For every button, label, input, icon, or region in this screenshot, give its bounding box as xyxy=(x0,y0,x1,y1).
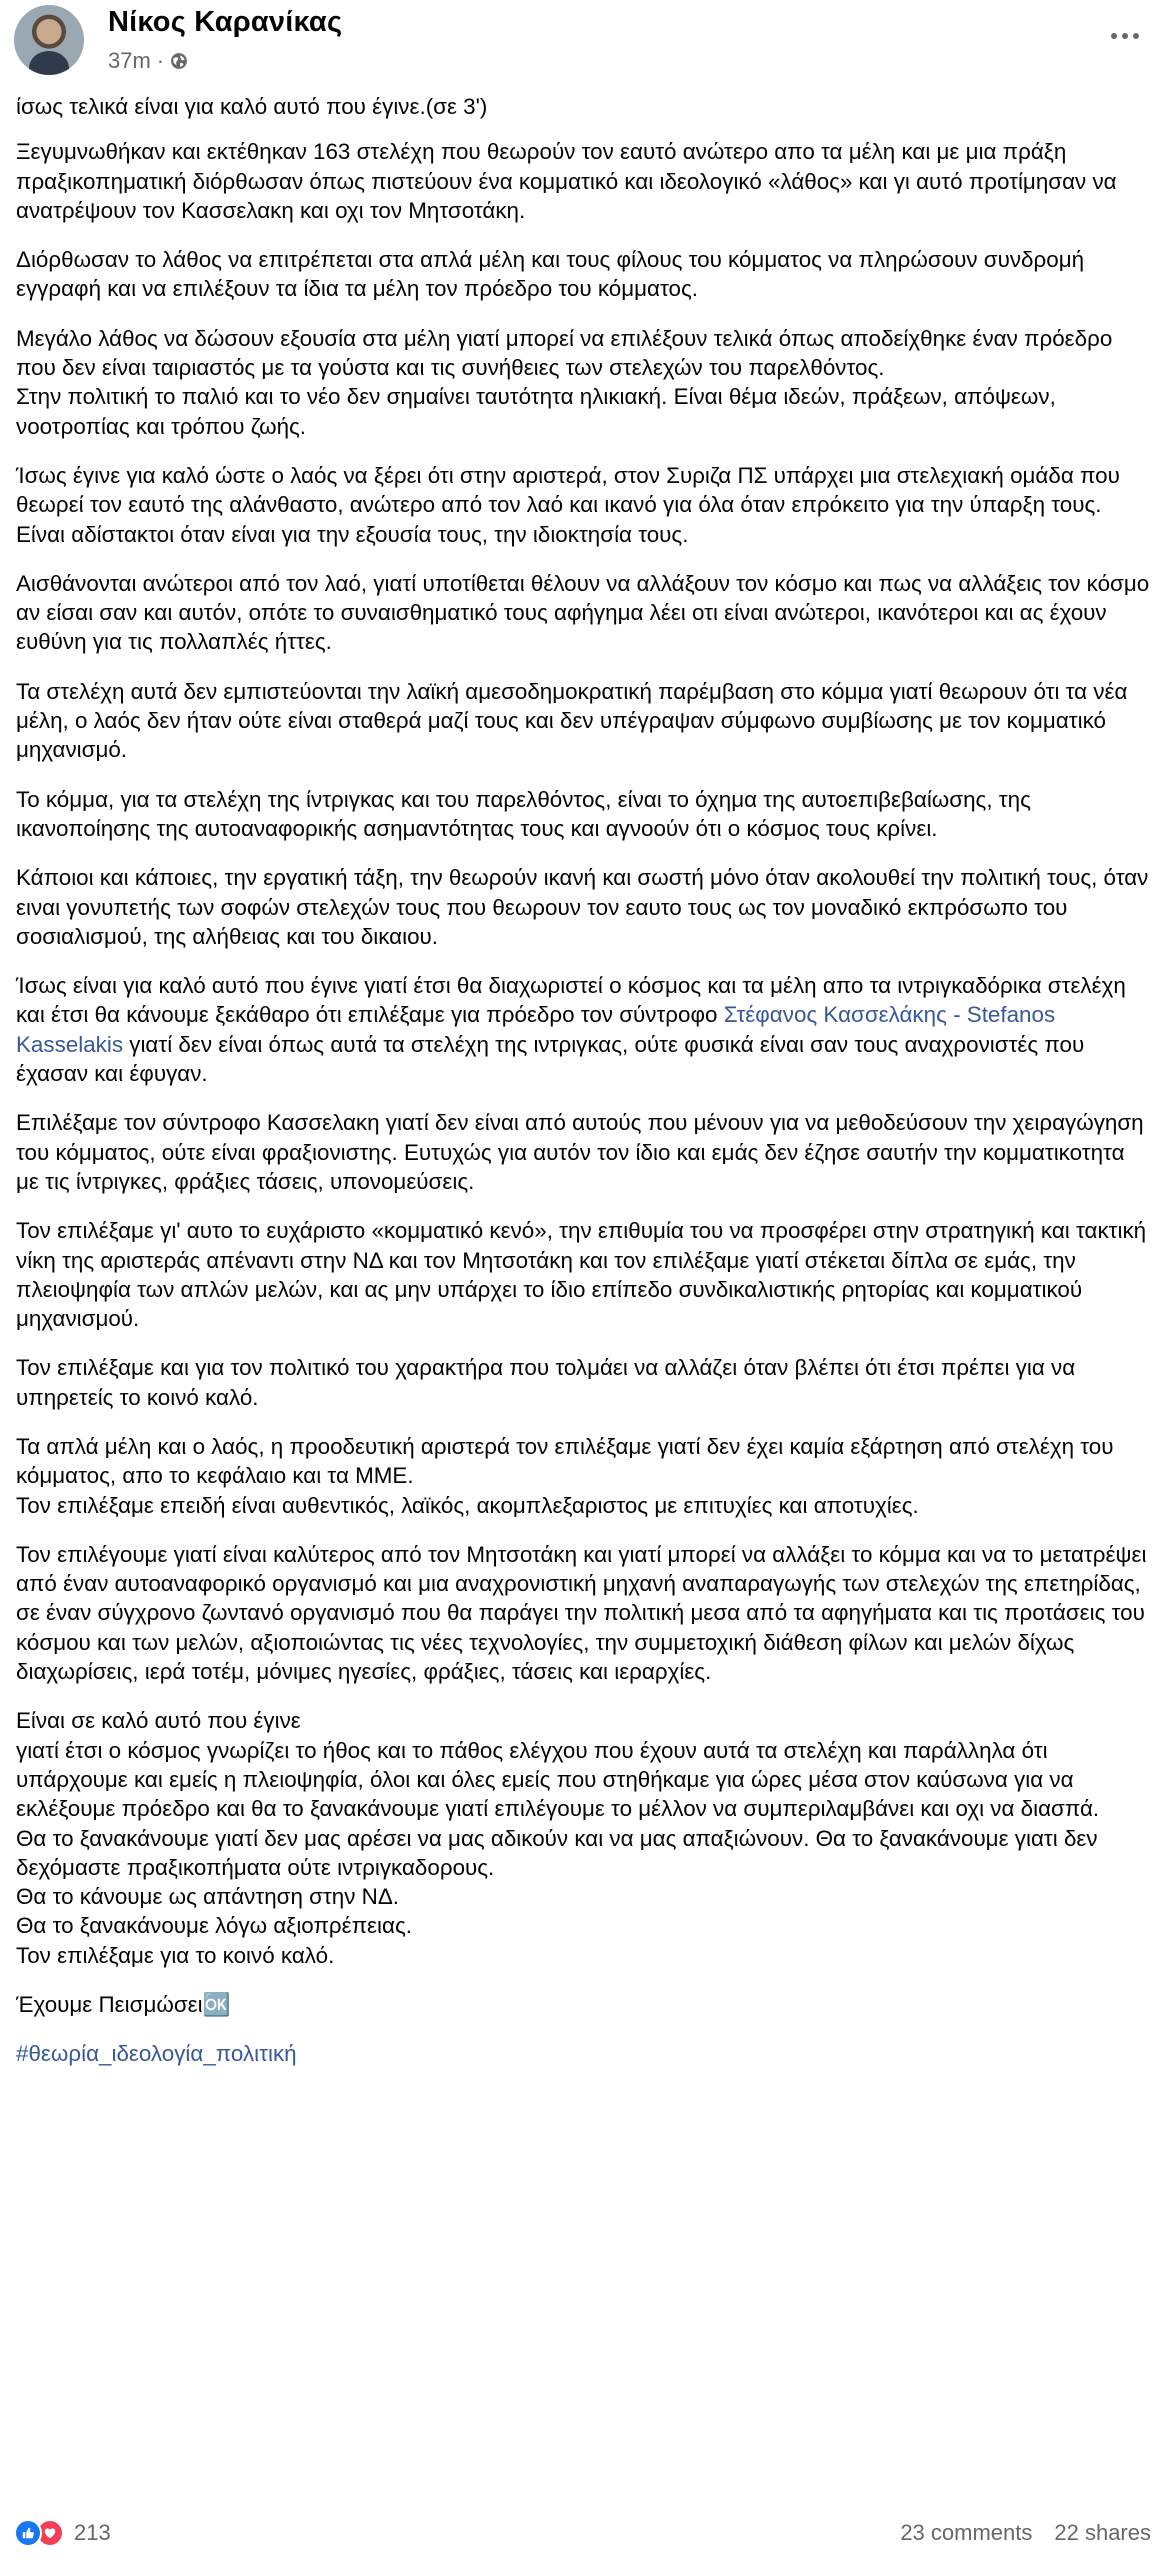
paragraph-text: γιατί δεν είναι όπως αυτά τα στελέχη της ιντριγκας, ούτε φυσικά είναι σαν τους αναχρονιστές που έχασαν και έφυγαν. xyxy=(16,1031,1085,1087)
reaction-count: 213 xyxy=(74,2520,111,2545)
post-header xyxy=(14,0,1151,92)
post-paragraph: Κάποιοι και κάποιες, την εργατική τάξη, την θεωρούν ικανή και σωστή μόνο όταν ακολουθεί την πολιτική τους, όταν ειναι γονυπετής των σοφών στελεχών τους που θεωρουν τον εαυτο τους ως τον μοναδικό εκπρόσωπο του σοσιαλισμού, της αλήθειας και του δικαιου. xyxy=(16,865,1149,949)
reactions-summary[interactable] xyxy=(14,2519,111,2547)
post-paragraph: Ξεγυμνωθήκαν και εκτέθηκαν 163 στελέχη που θεωρούν τον εαυτό ανώτερο απο τα μέλη και με μια πράξη πραξικοπηματική διόρθωσαν όπως πιστεύουν ένα κομματικό και ιδεολογικό «λάθος» και γι αυτό προτίμησαν να ανατρέψουν τον Κασσελακη και οχι τον Μητσοτάκη. xyxy=(16,139,1117,223)
post-meta: 37m · xyxy=(108,48,188,74)
post-paragraph: Ίσως έγινε για καλό ώστε ο λαός να ξέρει ότι στην αριστερά, στον Συριζα ΠΣ υπάρχει μια στελεχιακή ομάδα που θεωρεί τον εαυτό της αλάνθαστο, ανώτερο από τον λαό και ικανό για όλα όταν επρόκειτο για την ύπαρξη τους. Είναι αδίστακτοι όταν είναι για την εξουσία τους, την ιδιοκτησία τους. xyxy=(16,462,1120,547)
post-paragraph: Αισθάνονται ανώτεροι από τον λαό, γιατί υποτίθεται θέλουν να αλλάξουν τον κόσμο και πως να αλλάξεις τον κόσμο αν είσαι σαν και αυτόν, οπότε το συναισθηματικό τους αφήγημα λέει οτι είναι ανώτεροι, ικανότεροι και ας έχουν ευθύνη για τις πολλαπλές ήττες. xyxy=(16,570,1150,655)
post-time[interactable]: 37m xyxy=(108,48,151,73)
avatar[interactable] xyxy=(14,5,84,75)
post-paragraph: Το κόμμα, για τα στελέχη της ίντριγκας και του παρελθόντος, είναι το όχημα της αυτοεπιβεβαίωσης, της ικανοποίησης της αυτοαναφορικής ασημαντότητας τους και αγνοούν ότι ο κόσμος τους κρίνει. xyxy=(16,786,1031,841)
profile-link[interactable]: Στέφανος Κασσελάκης - Stefanos Kasselakis xyxy=(16,1002,1056,1057)
hashtag-link[interactable]: #θεωρία_ιδεολογία_πολιτική xyxy=(16,2041,297,2067)
post-paragraph: Διόρθωσαν το λάθος να επιτρέπεται στα απλά μέλη και τους φίλους του κόμματος να πληρώσουν συνδρομή εγγραφή και να επιλέξουν τα ίδια τα μέλη τον πρόεδρο του κόμματος. xyxy=(16,247,1085,302)
post-paragraph-with-link xyxy=(16,971,1151,1088)
paragraph-text: Ίσως είναι για καλό αυτό που έγινε γιατί έτσι θα διαχωριστεί ο κόσμος και τα μέλη απο τα ιντριγκαδόρικα στελέχη και έτσι θα κάνουμε ξεκάθαρο ότι επιλέξαμε για πρόεδρο τον σύντροφο xyxy=(16,973,1126,1028)
like-icon xyxy=(14,2519,42,2547)
post-body xyxy=(14,92,1151,2068)
globe-icon xyxy=(170,52,188,70)
post-paragraph: Επιλέξαμε τον σύντροφο Κασσελακη γιατί δεν είναι από αυτούς που μένουν για να μεθοδεύσουν την χειραγώγηση του κόμματος, ούτε είναι φραξιονιστης. Ευτυχώς για αυτόν τον ίδιο και εμάς δεν έζησε σαυτήν την κομματικοτητα με τις ίντριγκες, φράξιες τάσεις, υπονομεύσεις. xyxy=(16,1110,1144,1194)
more-options-icon[interactable] xyxy=(1105,16,1145,56)
post-paragraph: Τα απλά μέλη και ο λαός, η προοδευτική αριστερά τον επιλέξαμε γιατί δεν έχει καμία εξάρτηση από στελέχη του κόμματος, απο το κεφάλαιο και τα ΜΜΕ. Τον επιλέξαμε επειδή είναι αυθεντικός, λαϊκός, ακομπλεξαριστος με επιτυχίες και αποτυχίες. xyxy=(16,1433,1114,1518)
comments-count-link[interactable]: 23 comments xyxy=(900,2520,1033,2545)
post-paragraph: Τον επιλέξαμε και για τον πολιτικό του χαρακτήρα που τολμάει να αλλάζει όταν βλέπει ότι έτσι πρέπει για να υπηρετείς το κοινό καλό. xyxy=(16,1355,1076,1410)
shares-count-link[interactable]: 22 shares xyxy=(1054,2520,1151,2545)
author-name[interactable]: Νίκος Καρανίκας xyxy=(108,6,343,38)
post-paragraph: Τα στελέχη αυτά δεν εμπιστεύονται την λαϊκή αμεσοδημοκρατική παρέμβαση στο κόμμα γιατί θεωρουν ότι τα νέα μέλη, ο λαός δεν ήταν ούτε είναι σταθερά μαζί τους και δεν υπέγραψαν σύμφωνο συμβίωσης με τον κομματικό μηχανισμό. xyxy=(16,678,1128,763)
post-paragraph: Είναι σε καλό αυτό που έγινε γιατί έτσι ο κόσμος γνωρίζει το ήθος και το πάθος ελέγχου που έχουν αυτά τα στελέχη και παράλληλα ότι υπάρχουμε και εμείς η πλειοψηφία, όλοι και όλες εμείς που στηθήκαμε για ώρες μέσα στον καύσωνα για να εκλέξουμε πρόεδρο και θα το ξανακάνουμε γιατί επιλέγουμε το μέλλον να συμπεριλαμβάνει και οχι να διασπά. Θα το ξανακάνουμε γιατί δεν μας αρέσει να μας αδικούν και να μας απαξιώνουν. Θα το ξανακάνουμε γιατι δεν δεχόμαστε πραξικοπήματα ούτε ιντριγκαδορους. Θα το κάνουμε ως απάντηση στην ΝΔ. Θα το ξανακάνουμε λόγω αξιοπρέπειας. Τον επιλέξαμε για το κοινό καλό. xyxy=(16,1708,1100,1968)
post-paragraph: Έχουμε Πεισμώσει🆗 xyxy=(16,1992,231,2018)
engagement-stats xyxy=(900,2520,1151,2546)
post-paragraph: Μεγάλο λάθος να δώσουν εξουσία στα μέλη γιατί μπορεί να επιλέξουν τελικά όπως αποδείχθηκε έναν πρόεδρο που δεν είναι ταιριαστός με τα γούστα και τις συνήθειες των στελεχών του παρελθόντος. Στην πολιτική το παλιό και το νέο δεν σημαίνει ταυτότητα ηλικιακή. Είναι θέμα ιδεών, πράξεων, απόψεων, νοοτροπίας και τρόπου ζωής. xyxy=(16,325,1113,439)
post-paragraph: Τον επιλέγουμε γιατί είναι καλύτερος από τον Μητσοτάκη και γιατί μπορεί να αλλάξει το κόμμα και να το μετατρέψει από έναν αυτοαναφορικό οργανισμό και μια αναχρονιστική μηχανή αναπαραγωγής των στελεχών της επετηρίδας, σε έναν σύγχρονο ζωντανό οργανισμό που θα παράγει την πολιτική μεσα από τα αφηγήματα και τις προτάσεις του κόσμου και των μελών, αξιοποιώντας τις νέες τεχνολογίες, την συμμετοχική διάθεση φίλων και μελών δίχως διαχωρίσεις, ιερά τοτέμ, μόνιμες ηγεσίες, φράξιες, τάσεις και ιεραρχίες. xyxy=(16,1541,1147,1685)
post-paragraph: Τον επιλέξαμε γι' αυτο το ευχάριστο «κομματικό κενό», την επιθυμία του να προσφέρει στην στρατηγική και τακτική νίκη της αριστεράς απέναντι στην ΝΔ και τον Μητσοτάκη και τον επιλέξαμε γιατί στέκεται δίπλα σε εμάς, την πλειοψηφία των απλών μελών, και ας μην υπάρχει το ίδιο επίπεδο συνδικαλιστικής ρητορίας και κομματικού μηχανισμού. xyxy=(16,1218,1147,1332)
post-intro: ίσως τελικά είναι για καλό αυτό που έγινε.(σε 3') xyxy=(16,94,488,119)
post-footer xyxy=(14,2516,1151,2550)
